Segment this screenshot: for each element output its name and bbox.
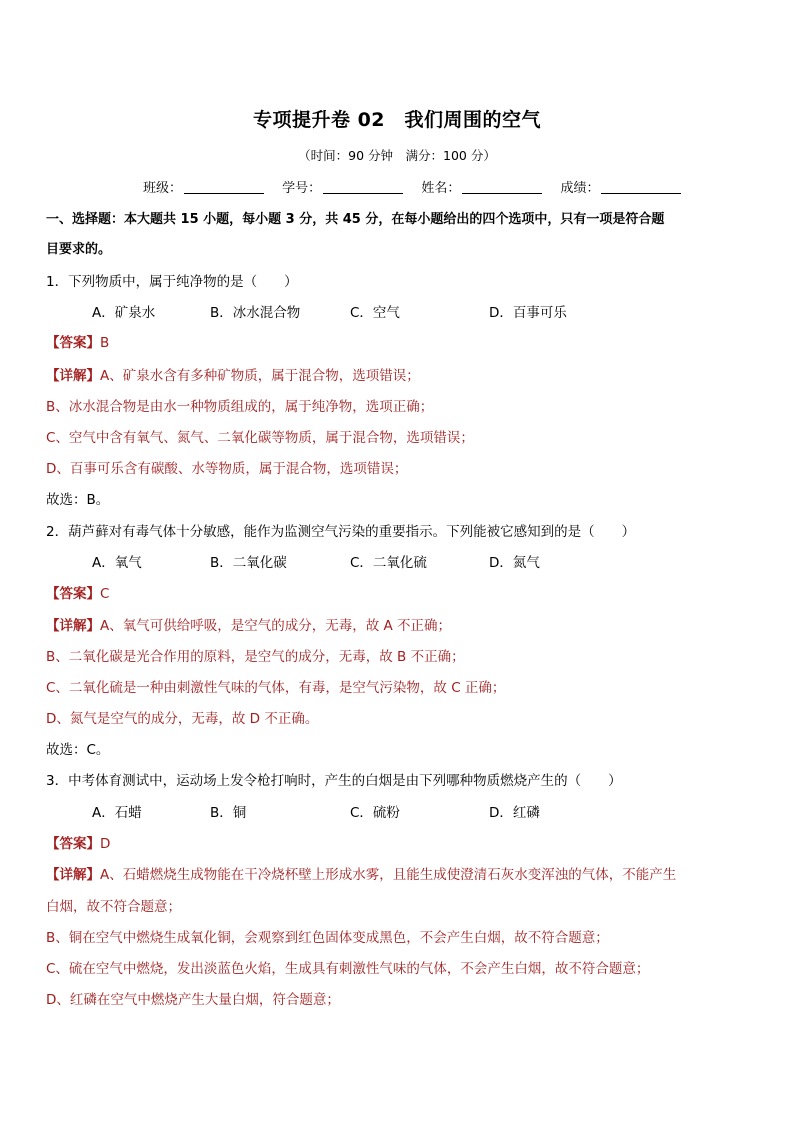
q1-stem: 1．下列物质中，属于纯净物的是（ ） [46,274,298,290]
q1-detail-line: C、空气中含有氧气、氮气、二氧化碳等物质，属于混合物，选项错误； [46,430,474,446]
q1-detail-line: 【详解】A、矿泉水含有多种矿物质，属于混合物，选项错误； [46,368,420,384]
q1-answer-value: B [100,335,110,351]
q3-option-d: D．红磷 [489,805,540,821]
q3-detail-line: 【详解】A、石蜡燃烧生成物能在干冷烧杯壁上形成水雾，且能生成使澄清石灰水变浑浊的气体，不能产生 [46,867,677,883]
q1-option-d: D．百事可乐 [489,305,567,321]
q2-conclusion: 故选：C。 [46,742,110,758]
answer-label: 【答案】 [46,586,100,602]
score-label: 成绩： [560,181,600,196]
page-title: 专项提升卷 02 我们周围的空气 [252,109,542,131]
section-heading: 一、选择题：本大题共 15 小题，每小题 3 分，共 45 分，在每小题给出的四个选项中，只有一项是符合题 [46,212,665,227]
q1-option-a: A．矿泉水 [92,305,156,321]
student-id-label: 学号： [282,181,322,196]
q2-stem: 2．葫芦藓对有毒气体十分敏感，能作为监测空气污染的重要指示。下列能被它感知到的是（ ） [46,524,636,540]
q2-option-a: A．氧气 [92,555,142,571]
section-heading-cont: 目要求的。 [46,242,112,257]
detail-label: 【详解】 [46,867,100,883]
class-blank [184,193,264,194]
name-label: 姓名： [421,181,461,196]
student-id-blank [323,193,403,194]
q2-option-d: D．氮气 [489,555,540,571]
answer-label: 【答案】 [46,335,100,351]
q2-detail-line: C、二氧化硫是一种由刺激性气味的气体，有毒，是空气污染物，故 C 正确； [46,680,506,696]
q1-detail-line: D、百事可乐含有碳酸、水等物质，属于混合物，选项错误； [46,461,408,477]
student-info-row [143,177,695,196]
detail-label: 【详解】 [46,368,100,384]
class-label: 班级： [143,181,183,196]
q2-detail-line: B、二氧化碳是光合作用的原料，是空气的成分，无毒，故 B 不正确； [46,649,465,665]
q3-detail-line: 白烟，故不符合题意； [46,899,181,915]
q1-option-c: C．空气 [350,305,400,321]
q2-answer [46,582,109,602]
q3-option-b: B．铜 [210,805,247,821]
q1-answer [46,331,109,351]
page-subtitle: （时间：90 分钟 满分：100 分） [298,148,496,163]
q3-option-c: C．硫粉 [350,805,400,821]
q1-detail-line: B、冰水混合物是由水一种物质组成的，属于纯净物，选项正确； [46,399,434,415]
q2-detail-line: 【详解】A、氧气可供给呼吸，是空气的成分，无毒，故 A 不正确； [46,618,452,634]
q1-option-b: B．冰水混合物 [210,305,301,321]
q2-answer-value: C [100,586,110,602]
q1-conclusion: 故选：B。 [46,492,110,508]
q2-option-c: C．二氧化硫 [350,555,427,571]
q2-detail-line: D、氮气是空气的成分，无毒，故 D 不正确。 [46,711,319,727]
q3-answer [46,832,110,852]
q3-detail-line: D、红磷在空气中燃烧产生大量白烟，符合题意； [46,992,340,1008]
answer-label: 【答案】 [46,836,100,852]
score-blank [601,193,681,194]
detail-label: 【详解】 [46,618,100,634]
q3-stem: 3．中考体育测试中，运动场上发令枪打响时，产生的白烟是由下列哪种物质燃烧产生的（ ） [46,773,622,789]
name-blank [462,193,542,194]
q3-detail-line: B、铜在空气中燃烧生成氧化铜，会观察到红色固体变成黑色，不会产生白烟，故不符合题意； [46,930,609,946]
q3-answer-value: D [100,836,111,852]
q2-option-b: B．二氧化碳 [210,555,287,571]
q3-option-a: A．石蜡 [92,805,142,821]
q3-detail-line: C、硫在空气中燃烧，发出淡蓝色火焰，生成具有刺激性气味的气体，不会产生白烟，故不符合题意； [46,961,650,977]
